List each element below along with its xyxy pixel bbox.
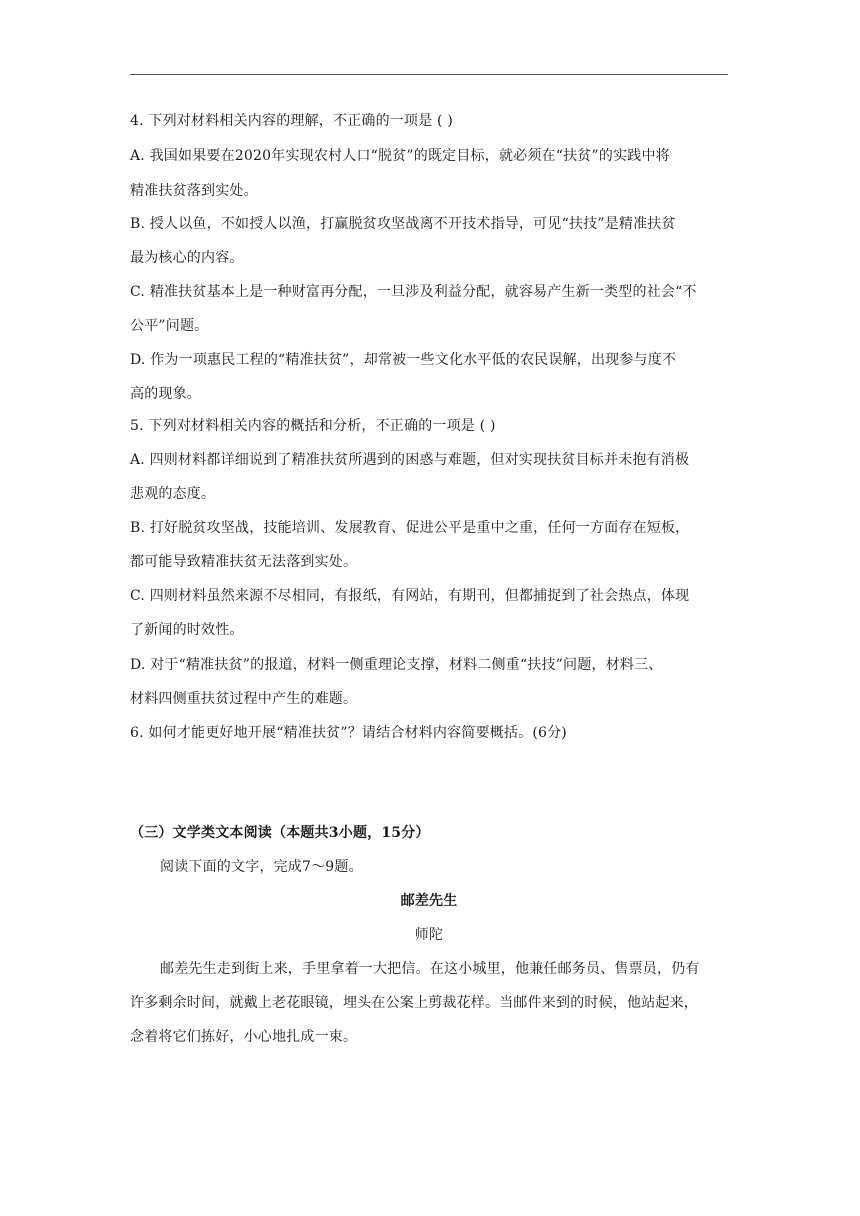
option-5c-line-1: C. 四则材料虽然来源不尽相同，有报纸，有网站，有期刊，但都捕捉到了社会热点，体现 [130, 588, 690, 604]
story-title: 邮差先生 [400, 893, 458, 909]
reading-instruction: 阅读下面的文字，完成7～9题。 [160, 859, 363, 875]
option-5b-line-1: B. 打好脱贫攻坚战，技能培训、发展教育、促进公平是重中之重，任何一方面存在短板， [130, 520, 690, 536]
question-4-stem: 4. 下列对材料相关内容的理解，不正确的一项是 ( ) [130, 113, 454, 129]
question-5-stem: 5. 下列对材料相关内容的概括和分析，不正确的一项是 ( ) [130, 418, 496, 434]
option-4d-line-1: D. 作为一项惠民工程的“精准扶贫”，却常被一些文化水平低的农民误解，出现参与度不 [130, 352, 677, 368]
section-heading: （三）文学类文本阅读（本题共3小题，15分） [130, 825, 430, 841]
story-paragraph-line-2: 许多剩余时间，就戴上老花眼镜，埋头在公案上剪裁花样。当邮件来到的时候，他站起来， [130, 995, 698, 1011]
story-paragraph-line-1: 邮差先生走到街上来，手里拿着一大把信。在这小城里，他兼任邮务员、售票员，仍有 [160, 961, 700, 977]
option-5d-line-1: D. 对于“精准扶贫”的报道，材料一侧重理论支撑，材料二侧重“扶技”问题，材料三、 [130, 657, 663, 673]
option-4a-line-2: 精准扶贫落到实处。 [130, 183, 258, 199]
option-5c-line-2: 了新闻的时效性。 [130, 622, 244, 638]
header-rule [130, 74, 728, 75]
option-5b-line-2: 都可能导致精准扶贫无法落到实处。 [130, 554, 358, 570]
option-4b-line-1: B. 授人以鱼，不如授人以渔，打赢脱贫攻坚战离不开技术指导，可见“扶技”是精准扶贫 [130, 216, 676, 232]
question-6-stem: 6. 如何才能更好地开展“精准扶贫”？请结合材料内容简要概括。(6分) [130, 725, 567, 741]
option-5a-line-2: 悲观的态度。 [130, 486, 216, 502]
option-4d-line-2: 高的现象。 [130, 386, 201, 402]
option-5a-line-1: A. 四则材料都详细说到了精准扶贫所遇到的困惑与难题，但对实现扶贫目标并未抱有消极 [130, 452, 690, 468]
option-4b-line-2: 最为核心的内容。 [130, 250, 244, 266]
story-paragraph-line-3: 念着将它们拣好，小心地扎成一束。 [130, 1029, 358, 1045]
option-4a-line-1: A. 我国如果要在2020年实现农村人口“脱贫”的既定目标，就必须在“扶贫”的实践中将 [130, 148, 670, 164]
option-4c-line-2: 公平”问题。 [130, 318, 209, 334]
story-author: 师陀 [414, 927, 444, 943]
option-4c-line-1: C. 精准扶贫基本上是一种财富再分配，一旦涉及利益分配，就容易产生新一类型的社会“不 [130, 284, 697, 300]
option-5d-line-2: 材料四侧重扶贫过程中产生的难题。 [130, 691, 358, 707]
